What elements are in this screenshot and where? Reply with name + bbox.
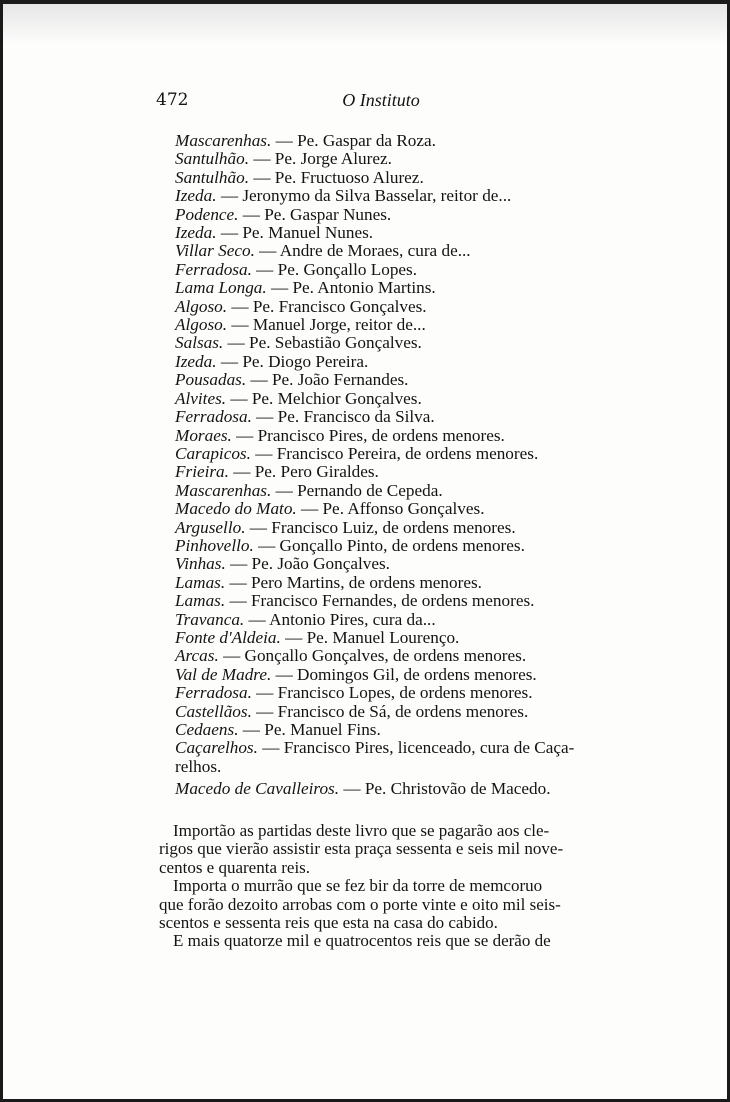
paragraph bbox=[175, 932, 625, 950]
list-entry bbox=[175, 574, 595, 592]
list-entry bbox=[175, 703, 595, 721]
list-entry bbox=[175, 390, 595, 408]
entry-text: — Francisco Pires, licenceado, cura de Caça- bbox=[257, 738, 575, 758]
list-entry bbox=[175, 721, 595, 739]
entry-place: Castellãos. bbox=[175, 701, 252, 721]
entry-text: — Gonçallo Gonçalves, de ordens menores. bbox=[218, 646, 527, 666]
list-entry bbox=[175, 150, 595, 168]
entry-place: Travanca. bbox=[175, 609, 245, 629]
entry-place: Mascarenhas. bbox=[175, 131, 272, 150]
paragraph-line: scentos e sessenta reis que esta na casa do cabido. bbox=[159, 913, 498, 933]
entry-text: relhos. bbox=[175, 756, 222, 776]
list-entry bbox=[175, 739, 595, 757]
entry-place: Pousadas. bbox=[175, 370, 247, 390]
list-entry bbox=[175, 684, 595, 702]
paragraph-full-text bbox=[175, 951, 176, 952]
paragraph-line: centos e quarenta reis. bbox=[159, 857, 311, 877]
entry-text: — Pe. João Fernandes. bbox=[246, 370, 409, 390]
entry-text: — Pe. Antonio Martins. bbox=[266, 278, 436, 298]
entry-text: — Francisco Lopes, de ordens menores. bbox=[251, 683, 533, 703]
paragraph-line: que forão dezoito arrobas com o porte vinte e oito mil seis- bbox=[159, 894, 561, 914]
entry-place: Caçarelhos. bbox=[175, 738, 258, 758]
list-entry bbox=[175, 500, 595, 518]
entry-place: Fonte d'Aldeia. bbox=[175, 627, 281, 647]
entry-place: Algoso. bbox=[175, 296, 228, 316]
paragraph-line: E mais quatorze mil e quatrocentos reis que se derão de bbox=[173, 931, 551, 951]
body-text bbox=[159, 821, 625, 951]
entry-place: Izeda. bbox=[175, 351, 217, 371]
paragraph bbox=[159, 876, 625, 933]
entry-text: — Jeronymo da Silva Basselar, reitor de... bbox=[216, 186, 512, 206]
list-entry bbox=[175, 780, 595, 798]
list-entry bbox=[175, 371, 595, 389]
entry-text: — Pe. Gonçallo Lopes. bbox=[251, 259, 418, 279]
entry-text: — Pe. Manuel Lourenço. bbox=[280, 627, 460, 647]
running-title: O Instituto bbox=[342, 90, 420, 110]
entry-place: Lama Longa. bbox=[175, 278, 267, 298]
list-entry bbox=[175, 187, 595, 205]
entry-text: — Pe. Jorge Alurez. bbox=[249, 149, 392, 169]
list-entry bbox=[175, 463, 595, 481]
entry-text: — Pe. Sebastião Gonçalves. bbox=[223, 333, 422, 353]
list-entry bbox=[175, 279, 595, 297]
entry-text: — Pe. Gaspar Nunes. bbox=[238, 204, 392, 224]
list-entry bbox=[175, 242, 595, 260]
entry-text: — Pe. Francisco da Silva. bbox=[251, 407, 435, 427]
entry-text: — Francisco Fernandes, de ordens menores. bbox=[225, 591, 535, 611]
entry-place: Macedo de Cavalleiros. bbox=[175, 779, 340, 799]
entry-place: Podence. bbox=[175, 204, 239, 224]
entry-text: — Pe. Manuel Nunes. bbox=[216, 223, 374, 243]
list-entry bbox=[175, 611, 595, 629]
list-entry bbox=[175, 206, 595, 224]
list-entry bbox=[175, 629, 595, 647]
entry-place: Izeda. bbox=[175, 223, 217, 243]
entry-text: — Pe. Pero Giraldes. bbox=[228, 462, 379, 482]
entry-place: Val de Madre. bbox=[175, 664, 272, 684]
entry-text: — Pe. Manuel Fins. bbox=[238, 720, 381, 739]
entry-text: — Manuel Jorge, reitor de... bbox=[227, 315, 426, 335]
paragraph-full-text bbox=[175, 951, 176, 952]
list-entry bbox=[175, 261, 595, 279]
entry-text: — Francisco Pereira, de ordens menores. bbox=[250, 443, 539, 463]
entry-text: — Pe. João Gonçalves. bbox=[225, 554, 390, 574]
entry-place: Lamas. bbox=[175, 572, 226, 592]
list-entry bbox=[175, 334, 595, 352]
entry-text: — Francisco Luiz, de ordens menores. bbox=[245, 517, 516, 537]
entry-place: Algoso. bbox=[175, 315, 228, 335]
entry-place: Lamas. bbox=[175, 591, 226, 611]
entry-place: Pinhovello. bbox=[175, 535, 254, 555]
list-entry bbox=[175, 408, 595, 426]
entry-text: — Francisco de Sá, de ordens menores. bbox=[251, 701, 529, 721]
entry-place: Ferradosa. bbox=[175, 259, 252, 279]
entry-text: — Prancisco Pires, de ordens menores. bbox=[231, 425, 505, 445]
entry-text: — Pe. Francisco Gonçalves. bbox=[227, 296, 427, 316]
entry-text: — Gonçallo Pinto, de ordens menores. bbox=[253, 535, 525, 555]
entry-text: — Domingos Gil, de ordens menores. bbox=[271, 664, 537, 684]
list-entry bbox=[175, 427, 595, 445]
list-entry bbox=[175, 537, 595, 555]
entry-text: — Pe. Diogo Pereira. bbox=[216, 351, 369, 371]
paragraph-line: rigos que vierão assistir esta praça sessenta e seis mil nove- bbox=[159, 839, 564, 859]
list-entry bbox=[175, 132, 595, 150]
paragraph-line: Importão as partidas deste livro que se pagarão aos cle- bbox=[173, 821, 550, 840]
entry-text: — Pe. Melchior Gonçalves. bbox=[226, 388, 422, 408]
entry-place: Ferradosa. bbox=[175, 683, 252, 703]
list-entry bbox=[175, 298, 595, 316]
entry-place: Salsas. bbox=[175, 333, 224, 353]
entry-text: — Pe. Gaspar da Roza. bbox=[271, 131, 436, 150]
paragraph-full-text bbox=[175, 951, 176, 952]
entry-place: Alvites. bbox=[175, 388, 227, 408]
list-entry bbox=[175, 482, 595, 500]
list-entry bbox=[175, 666, 595, 684]
page-header bbox=[143, 90, 619, 116]
page-number: 472 bbox=[156, 90, 189, 110]
entry-place: Izeda. bbox=[175, 186, 217, 206]
entry-text: — Pe. Affonso Gonçalves. bbox=[296, 499, 485, 519]
list-entry bbox=[175, 647, 595, 665]
paragraph bbox=[159, 821, 625, 877]
list-entry bbox=[175, 224, 595, 242]
entry-text: — Pero Martins, de ordens menores. bbox=[225, 572, 482, 592]
entry-text: — Antonio Pires, cura da... bbox=[244, 609, 436, 629]
entry-place: Carapicos. bbox=[175, 443, 251, 463]
entry-place: Argusello. bbox=[175, 517, 246, 537]
list-entry bbox=[175, 169, 595, 187]
scan-shadow bbox=[3, 4, 727, 44]
entry-text: — Andre de Moraes, cura de... bbox=[254, 241, 471, 261]
entry-place: Villar Seco. bbox=[175, 241, 255, 261]
list-entry bbox=[175, 519, 595, 537]
entry-text: — Pe. Christovão de Macedo. bbox=[339, 779, 551, 799]
entry-place: Cedaens. bbox=[175, 720, 239, 739]
entry-text: — Pernando de Cepeda. bbox=[271, 480, 443, 500]
entry-place: Vinhas. bbox=[175, 554, 226, 574]
entry-place: Ferradosa. bbox=[175, 407, 252, 427]
clergy-list bbox=[175, 132, 595, 799]
list-entry bbox=[175, 758, 595, 776]
entry-place: Macedo do Mato. bbox=[175, 499, 297, 519]
entry-place: Mascarenhas. bbox=[175, 480, 272, 500]
list-entry bbox=[175, 353, 595, 371]
entry-place: Moraes. bbox=[175, 425, 232, 445]
entry-place: Santulhão. bbox=[175, 167, 250, 187]
list-entry bbox=[175, 445, 595, 463]
entry-place: Arcas. bbox=[175, 646, 219, 666]
entry-text: — Pe. Fructuoso Alurez. bbox=[249, 167, 424, 187]
list-entry bbox=[175, 316, 595, 334]
paragraph-line: Importa o murrão que se fez bir da torre de memcoruo bbox=[173, 876, 543, 896]
list-entry bbox=[175, 555, 595, 573]
entry-place: Frieira. bbox=[175, 462, 229, 482]
list-entry bbox=[175, 592, 595, 610]
entry-place: Santulhão. bbox=[175, 149, 250, 169]
